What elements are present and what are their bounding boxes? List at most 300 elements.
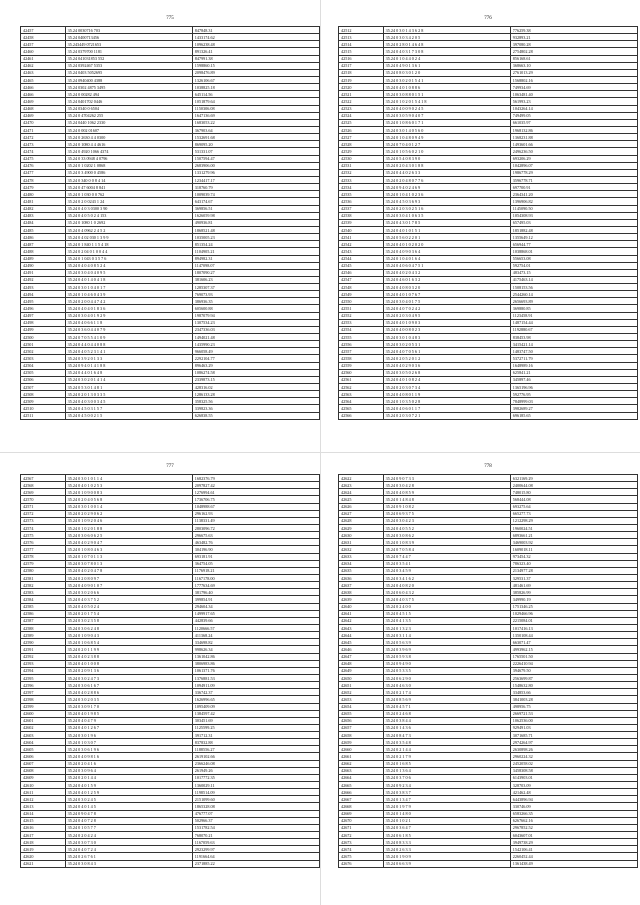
table-row — [339, 376, 638, 383]
point-id-cell: 42613 — [21, 803, 66, 810]
table-row — [339, 674, 638, 681]
coordinate-cell: 35.24 0 3 0 1 4 3 6 2 8 — [383, 27, 510, 34]
coordinate-cell: 35.24 0 3 1 1 4 — [383, 632, 510, 639]
table-row — [21, 126, 320, 133]
value-cell: 2967852.52 — [510, 824, 637, 831]
value-cell: 1212298.29 — [510, 517, 637, 524]
point-id-cell: 42627 — [339, 510, 384, 517]
value-cell: 1865328.08 — [192, 803, 319, 810]
table-row — [339, 475, 638, 482]
table-row — [339, 667, 638, 674]
coordinate-cell: 35.24 0 1 6 8 5 — [383, 760, 510, 767]
coordinate-cell: 35.24 0 3 0 8 6 2 — [383, 532, 510, 539]
value-cell: 1198514.09 — [192, 789, 319, 796]
coordinate-cell: 35.24 0 1 0 7 0 1 1 3 — [65, 553, 192, 560]
value-cell: 1051879.64 — [192, 98, 319, 105]
coordinate-cell: 35.24 0 4 0 8 0 3 2 0 — [383, 284, 510, 291]
value-cell: 6143903.01 — [510, 774, 637, 781]
point-id-cell: 42619 — [21, 846, 66, 853]
value-cell: 364754.05 — [192, 560, 319, 567]
coordinate-cell: 35.24 0 8 3 3 3 — [383, 839, 510, 846]
coordinate-cell: 35.24 0 4 5 0 3 6 9 3 — [383, 198, 510, 205]
value-cell: 1736706.75 — [192, 496, 319, 503]
table-row — [339, 589, 638, 596]
table-row — [339, 105, 638, 112]
value-cell: 2761013.29 — [510, 69, 637, 76]
point-id-cell: 42535 — [339, 191, 384, 198]
value-cell: 1568802.16 — [510, 76, 637, 83]
table-row — [339, 853, 638, 860]
point-id-cell: 42673 — [339, 839, 384, 846]
point-id-cell: 42486 — [21, 234, 66, 241]
point-id-cell: 42483 — [21, 212, 66, 219]
page-778 — [338, 464, 638, 894]
value-cell: 851354.24 — [192, 241, 319, 248]
coordinate-cell: 35.24 0 4 0 3 0 0 3 4 5 — [65, 398, 192, 405]
point-id-cell: 42609 — [21, 774, 66, 781]
value-cell: 1061371.76 — [192, 667, 319, 674]
coordinate-cell: 35.24 0 2 0 0 4 4 7 4 2 — [65, 298, 192, 305]
coordinate-cell: 35.24 0 1 043 0 3 5 7 6 — [65, 255, 192, 262]
point-id-cell: 42534 — [339, 184, 384, 191]
table-row — [339, 839, 638, 846]
table-row — [339, 269, 638, 276]
point-id-cell: 42637 — [339, 582, 384, 589]
value-cell: 336742.37 — [192, 689, 319, 696]
value-cell: 490936.81 — [192, 219, 319, 226]
point-id-cell: 42529 — [339, 148, 384, 155]
point-id-cell: 42537 — [339, 205, 384, 212]
point-id-cell: 42476 — [21, 162, 66, 169]
coordinate-cell: 35.24 0 3 0 5 9 0 4 0 7 — [383, 112, 510, 119]
coordinate-cell: 35.24 0 7 4 4 7 — [383, 553, 510, 560]
value-cell: 1598860.15 — [192, 62, 319, 69]
point-id-cell: 42485 — [21, 226, 66, 233]
value-cell: 1396906.82 — [510, 198, 637, 205]
point-id-cell: 42646 — [339, 646, 384, 653]
coordinate-cell: 35.24 0 1 0 2 0 1 8 8 — [65, 524, 192, 531]
coordinate-cell: 35.24 0 4 0 1 0 2 5 3 — [65, 482, 192, 489]
point-id-cell: 42664 — [339, 774, 384, 781]
coordinate-cell: 35.24 0 47 6004 8 841 — [65, 184, 192, 191]
value-cell: 2097827.42 — [192, 482, 319, 489]
coordinate-cell: 35.24 0 1 9 7 9 — [383, 803, 510, 810]
point-id-cell: 42590 — [21, 639, 66, 646]
coordinate-cell: 35.24 0 1 0 9 2 0 4 6 — [65, 517, 192, 524]
coordinate-cell: 35.24 0 3 9 2 0 1 3 3 — [65, 355, 192, 362]
point-id-cell: 42666 — [339, 789, 384, 796]
point-id-cell: 42528 — [339, 141, 384, 148]
point-id-cell: 42524 — [339, 112, 384, 119]
point-id-cell: 42502 — [21, 348, 66, 355]
coordinate-cell: 35.24 0 4704262 255 — [65, 112, 192, 119]
point-id-cell: 42479 — [21, 184, 66, 191]
table-row — [339, 767, 638, 774]
point-id-cell: 42607 — [21, 760, 66, 767]
value-cell: 837832.88 — [192, 739, 319, 746]
coordinate-cell: 35.24 0 2 04 0 1 0 0 4 4 — [65, 248, 192, 255]
coordinate-cell: 35.24 0 4 0 1 4 5 — [65, 803, 192, 810]
coordinate-cell: 35.24 0 6 6 3 9 — [383, 860, 510, 867]
point-id-cell: 42630 — [339, 532, 384, 539]
value-cell: 502966.37 — [192, 817, 319, 824]
table-row — [339, 789, 638, 796]
coordinate-cell: 35.24 0 9 2 3 4 — [383, 782, 510, 789]
coordinate-cell: 35.24 0 3 6 4 7 — [383, 824, 510, 831]
table-row — [339, 198, 638, 205]
point-id-cell: 42670 — [339, 817, 384, 824]
value-cell: 1048988.67 — [192, 503, 319, 510]
coordinate-cell: 35.24 0 4 4 0 2 6 3 3 — [383, 169, 510, 176]
point-id-cell: 42573 — [21, 517, 66, 524]
page-number: 777 — [166, 464, 174, 469]
point-id-cell: 42466 — [21, 84, 66, 91]
point-id-cell: 42656 — [339, 717, 384, 724]
coordinate-cell: 35.24 0 3 0 1 0 4 0 1 7 — [65, 284, 192, 291]
coordinate-cell: 35.24 0 1 0 9 0 4 3 — [65, 632, 192, 639]
value-cell: 856168.61 — [510, 55, 637, 62]
table-row — [21, 589, 320, 596]
table-row — [339, 305, 638, 312]
table-row — [339, 284, 638, 291]
coordinate-cell: 35.24 0 1 0202 1 0868 — [65, 162, 192, 169]
coordinate-cell: 35.24 0 2 0 4 8 0 7 7 6 — [383, 176, 510, 183]
table-row — [339, 689, 638, 696]
table-row — [21, 774, 320, 781]
table-row — [339, 334, 638, 341]
table-row — [21, 574, 320, 581]
table-row — [339, 412, 638, 419]
table-row — [21, 667, 320, 674]
point-id-cell: 42501 — [21, 341, 66, 348]
table-row — [21, 305, 320, 312]
table-row — [339, 291, 638, 298]
point-id-cell: 42567 — [21, 475, 66, 482]
table-row — [21, 148, 320, 155]
point-id-cell: 42608 — [21, 767, 66, 774]
point-id-cell: 42543 — [339, 248, 384, 255]
coordinate-cell: 35.24 0 3 0 6 1 6 7 — [65, 682, 192, 689]
value-cell: 776259.38 — [510, 27, 637, 34]
point-id-cell: 42475 — [21, 155, 66, 162]
value-cell: 1350108.44 — [510, 632, 637, 639]
point-id-cell: 42533 — [339, 176, 384, 183]
coordinate-cell: 35.24 0 4 0 4 7 9 — [65, 717, 192, 724]
value-cell: 1626996.65 — [192, 696, 319, 703]
value-cell: 1361438.49 — [510, 860, 637, 867]
page-number: 776 — [484, 16, 492, 21]
table-row — [339, 510, 638, 517]
value-cell: 483473.15 — [510, 269, 637, 276]
table-row — [21, 639, 320, 646]
coordinate-cell: 35.24 0 3 0 1 0 4 8 3 — [383, 334, 510, 341]
value-cell: 385826.99 — [510, 589, 637, 596]
value-cell: 894982.31 — [192, 255, 319, 262]
value-cell: 1968132.86 — [510, 126, 637, 133]
table-row — [21, 510, 320, 517]
point-id-cell: 42473 — [21, 141, 66, 148]
value-cell: 645114.56 — [192, 91, 319, 98]
point-id-cell: 42601 — [21, 717, 66, 724]
table-row — [339, 753, 638, 760]
value-cell: 693181.91 — [192, 553, 319, 560]
coordinate-cell: 35.24 0 3 0 7 8 0 1 3 — [65, 560, 192, 567]
table-row — [21, 48, 320, 55]
value-cell: 749934.69 — [510, 84, 637, 91]
value-cell: 3415421.14 — [510, 341, 637, 348]
value-cell: 625841.21 — [510, 369, 637, 376]
point-id-cell: 42599 — [21, 703, 66, 710]
table-row — [339, 546, 638, 553]
table-row — [21, 119, 320, 126]
value-cell: 3949738.29 — [510, 839, 637, 846]
coordinate-cell: 35.24 0 2 0 1 1 9 9 — [65, 646, 192, 653]
coordinate-cell: 35.24 0 5 6 0 2 2 0 1 — [383, 234, 510, 241]
coordinate-cell: 35.24 0 2 0 3 0 2 5 1 6 — [383, 205, 510, 212]
point-id-cell: 42552 — [339, 312, 384, 319]
point-id-cell: 42565 — [339, 405, 384, 412]
value-cell: 891326.41 — [192, 48, 319, 55]
coordinate-cell: 35.24 0 4 0 3 7 5 — [383, 596, 510, 603]
value-cell: 1376881.53 — [192, 674, 319, 681]
table-row — [21, 212, 320, 219]
coordinate-cell: 35.24 0 4 5 7 1 — [383, 703, 510, 710]
point-id-cell: 42511 — [21, 412, 66, 419]
table-row — [21, 112, 320, 119]
point-id-cell: 42617 — [21, 832, 66, 839]
point-id-cell: 42641 — [339, 610, 384, 617]
value-cell: 6443896.94 — [510, 796, 637, 803]
table-row — [21, 532, 320, 539]
table-row — [339, 48, 638, 55]
coordinate-cell: 35.24 0 6 1 8 5 — [383, 832, 510, 839]
value-cell: 4175463.14 — [510, 276, 637, 283]
coordinate-cell: 35.24 0 4 0 2 9 0 4 7 — [65, 539, 192, 546]
coordinate-cell: 35.24 0 6 9 3 7 5 — [383, 510, 510, 517]
coordinate-cell: 35.24 0403 5052695 — [65, 69, 192, 76]
table-row — [339, 710, 638, 717]
table-row — [339, 98, 638, 105]
point-id-cell: 42611 — [21, 789, 66, 796]
point-id-cell: 42555 — [339, 334, 384, 341]
coordinate-cell: 35.24 0 3 6 0 4 4 0 7 9 — [65, 326, 192, 333]
coordinate-cell: 35.24 0 5 4 0 8 3 9 0 — [383, 155, 510, 162]
coordinate-cell: 35.24 0 3 0 2 0 1 5 4 1 — [383, 76, 510, 83]
table-row — [21, 269, 320, 276]
value-cell: 998626.34 — [192, 646, 319, 653]
value-cell: 369880.85 — [510, 305, 637, 312]
value-cell: 394679.50 — [510, 667, 637, 674]
point-id-cell: 42553 — [339, 319, 384, 326]
coordinate-cell: 35.24 0 1 3 6 4 — [383, 767, 510, 774]
value-cell: 397080.28 — [510, 41, 637, 48]
coordinate-cell: 35.24 0 1 0 5 6 0 2 1 0 — [383, 148, 510, 155]
point-id-cell: 42644 — [339, 632, 384, 639]
value-cell: 1063481.40 — [510, 91, 637, 98]
coordinate-cell: 35.24 0 4 5 0 3 1 5 7 — [65, 405, 192, 412]
point-id-cell: 42564 — [339, 398, 384, 405]
point-id-cell: 42568 — [21, 482, 66, 489]
coordinate-cell: 35.24 0 9 0 4 7 8 — [65, 810, 192, 817]
point-id-cell: 42606 — [21, 753, 66, 760]
value-cell: 1384597.42 — [192, 710, 319, 717]
value-cell: 2292104.77 — [192, 355, 319, 362]
table-row — [339, 384, 638, 391]
value-cell: 1191664.64 — [192, 853, 319, 860]
table-row — [339, 489, 638, 496]
table-row — [339, 126, 638, 133]
point-id-cell: 42623 — [339, 482, 384, 489]
table-row — [339, 241, 638, 248]
value-cell: 4993962.15 — [510, 646, 637, 653]
value-cell: 2669721.53 — [510, 710, 637, 717]
value-cell: 1062536.00 — [510, 717, 637, 724]
value-cell: 1038825.18 — [192, 84, 319, 91]
coordinate-cell: 35.24 0 2 0 4 0 5 6 8 — [65, 496, 192, 503]
value-cell: 399854.91 — [192, 596, 319, 603]
table-row — [21, 298, 320, 305]
point-id-cell: 42487 — [21, 241, 66, 248]
point-id-cell: 42517 — [339, 62, 384, 69]
point-id-cell: 42509 — [21, 398, 66, 405]
point-id-cell: 42591 — [21, 646, 66, 653]
point-id-cell: 42540 — [339, 226, 384, 233]
point-id-cell: 42463 — [21, 69, 66, 76]
point-id-cell: 42560 — [339, 369, 384, 376]
table-row — [21, 234, 320, 241]
coordinate-cell: 35.24 0 3 0 4 0 1 9 2 9 — [65, 312, 192, 319]
value-cell: 1361042.86 — [192, 653, 319, 660]
value-cell: 696185.65 — [510, 412, 637, 419]
value-cell: 6583266.35 — [510, 810, 637, 817]
coordinate-cell: 35.24 0392467 5353 — [65, 62, 192, 69]
point-id-cell: 42541 — [339, 234, 384, 241]
point-id-cell: 42605 — [21, 746, 66, 753]
table-row — [21, 489, 320, 496]
value-cell: 2656693.89 — [510, 298, 637, 305]
table-row — [339, 226, 638, 233]
point-id-cell: 42521 — [339, 91, 384, 98]
table-row — [339, 596, 638, 603]
point-id-cell: 42647 — [339, 653, 384, 660]
table-row — [21, 291, 320, 298]
coordinate-cell: 35.243449 0721653 — [65, 41, 192, 48]
coordinates-table — [20, 26, 320, 420]
coordinate-cell: 35.24 0 3 0 5 0 2 6 8 — [383, 369, 510, 376]
coordinate-cell: 35.24 0 4 0 1 0 7 6 7 — [383, 291, 510, 298]
coordinate-cell: 35.24 0 1 0 3 0 7 — [65, 739, 192, 746]
point-id-cell: 42515 — [339, 48, 384, 55]
table-row — [21, 284, 320, 291]
coordinate-cell: 35.24 0 4 3 0 1 7 8 5 — [383, 219, 510, 226]
value-cell: 1009039.74 — [192, 191, 319, 198]
coordinate-cell: 35.24 0 1 3 4 7 — [383, 796, 510, 803]
value-cell: 1038868.01 — [510, 248, 637, 255]
page-divider-horizontal — [0, 452, 640, 453]
coordinate-cell: 35.24 0 3 8 3 7 — [383, 789, 510, 796]
value-cell: 1493601.66 — [510, 141, 637, 148]
coordinate-cell: 35.24 0 4 0 8 2 0 — [383, 582, 510, 589]
table-row — [21, 41, 320, 48]
point-id-cell: 42655 — [339, 710, 384, 717]
table-row — [339, 255, 638, 262]
value-cell: 391712.31 — [192, 732, 319, 739]
value-cell: 656944.77 — [510, 241, 637, 248]
value-cell: 1095409.09 — [192, 703, 319, 710]
coordinate-cell: 35.24 0 1 0 5 7 7 — [65, 824, 192, 831]
value-cell: 1542106.41 — [510, 846, 637, 853]
coordinate-cell: 35.24 0 4 0 5 5 2 — [383, 524, 510, 531]
value-cell: 693275.64 — [510, 503, 637, 510]
coordinate-cell: 35.24 0 2630 4 4 0300 — [65, 134, 192, 141]
table-row — [21, 546, 320, 553]
table-row — [21, 191, 320, 198]
value-cell: 643174.67 — [192, 198, 319, 205]
point-id-cell: 42510 — [21, 405, 66, 412]
point-id-cell: 42462 — [21, 62, 66, 69]
point-id-cell: 42658 — [339, 732, 384, 739]
value-cell: 973454.32 — [510, 553, 637, 560]
table-row — [21, 624, 320, 631]
table-row — [339, 262, 638, 269]
value-cell: 1054308.93 — [510, 212, 637, 219]
value-cell: 6321169.29 — [510, 475, 637, 482]
point-id-cell: 42582 — [21, 582, 66, 589]
table-row — [21, 560, 320, 567]
point-id-cell: 42482 — [21, 205, 66, 212]
coordinate-cell: 35.24 0 1 0 8 0 4 6 3 — [65, 546, 192, 553]
table-row — [339, 503, 638, 510]
table-row — [21, 276, 320, 283]
table-row — [21, 348, 320, 355]
table-row — [339, 632, 638, 639]
coordinate-cell: 35.24 0440 1062 2330 — [65, 119, 192, 126]
value-cell: 768070.21 — [192, 832, 319, 839]
coordinate-cell: 35.24 0 4 0 4 0 8 5 2 4 — [65, 262, 192, 269]
value-cell: 966058.49 — [192, 348, 319, 355]
point-id-cell: 42596 — [21, 682, 66, 689]
coordinate-cell: 35.24 0940400 4388 — [65, 76, 192, 83]
point-id-cell: 42581 — [21, 574, 66, 581]
table-row — [21, 362, 320, 369]
value-cell: 1960024.51 — [510, 524, 637, 531]
table-row — [339, 62, 638, 69]
point-id-cell: 42665 — [339, 782, 384, 789]
value-cell: 3982689.27 — [510, 405, 637, 412]
table-row — [21, 803, 320, 810]
point-id-cell: 42595 — [21, 674, 66, 681]
value-cell: 1104905.21 — [192, 248, 319, 255]
coordinate-cell: 35.24 0 00282 494 — [65, 91, 192, 98]
value-cell: 2400644.08 — [510, 482, 637, 489]
table-row — [339, 717, 638, 724]
coordinate-cell: 35.24 0 4 0 7 2 8 — [65, 817, 192, 824]
table-row — [339, 739, 638, 746]
table-row — [21, 62, 320, 69]
table-row — [339, 682, 638, 689]
point-id-cell: 42491 — [21, 269, 66, 276]
table-row — [339, 746, 638, 753]
point-id-cell: 42461 — [21, 55, 66, 62]
value-cell: 328703.09 — [510, 782, 637, 789]
table-row — [21, 553, 320, 560]
point-id-cell: 42507 — [21, 384, 66, 391]
table-row — [339, 234, 638, 241]
coordinate-cell: 35.24 0 4 0 5 2 3 1 4 1 — [65, 348, 192, 355]
point-id-cell: 42659 — [339, 739, 384, 746]
value-cell: 330746.09 — [510, 803, 637, 810]
value-cell: 1435990.23 — [192, 341, 319, 348]
